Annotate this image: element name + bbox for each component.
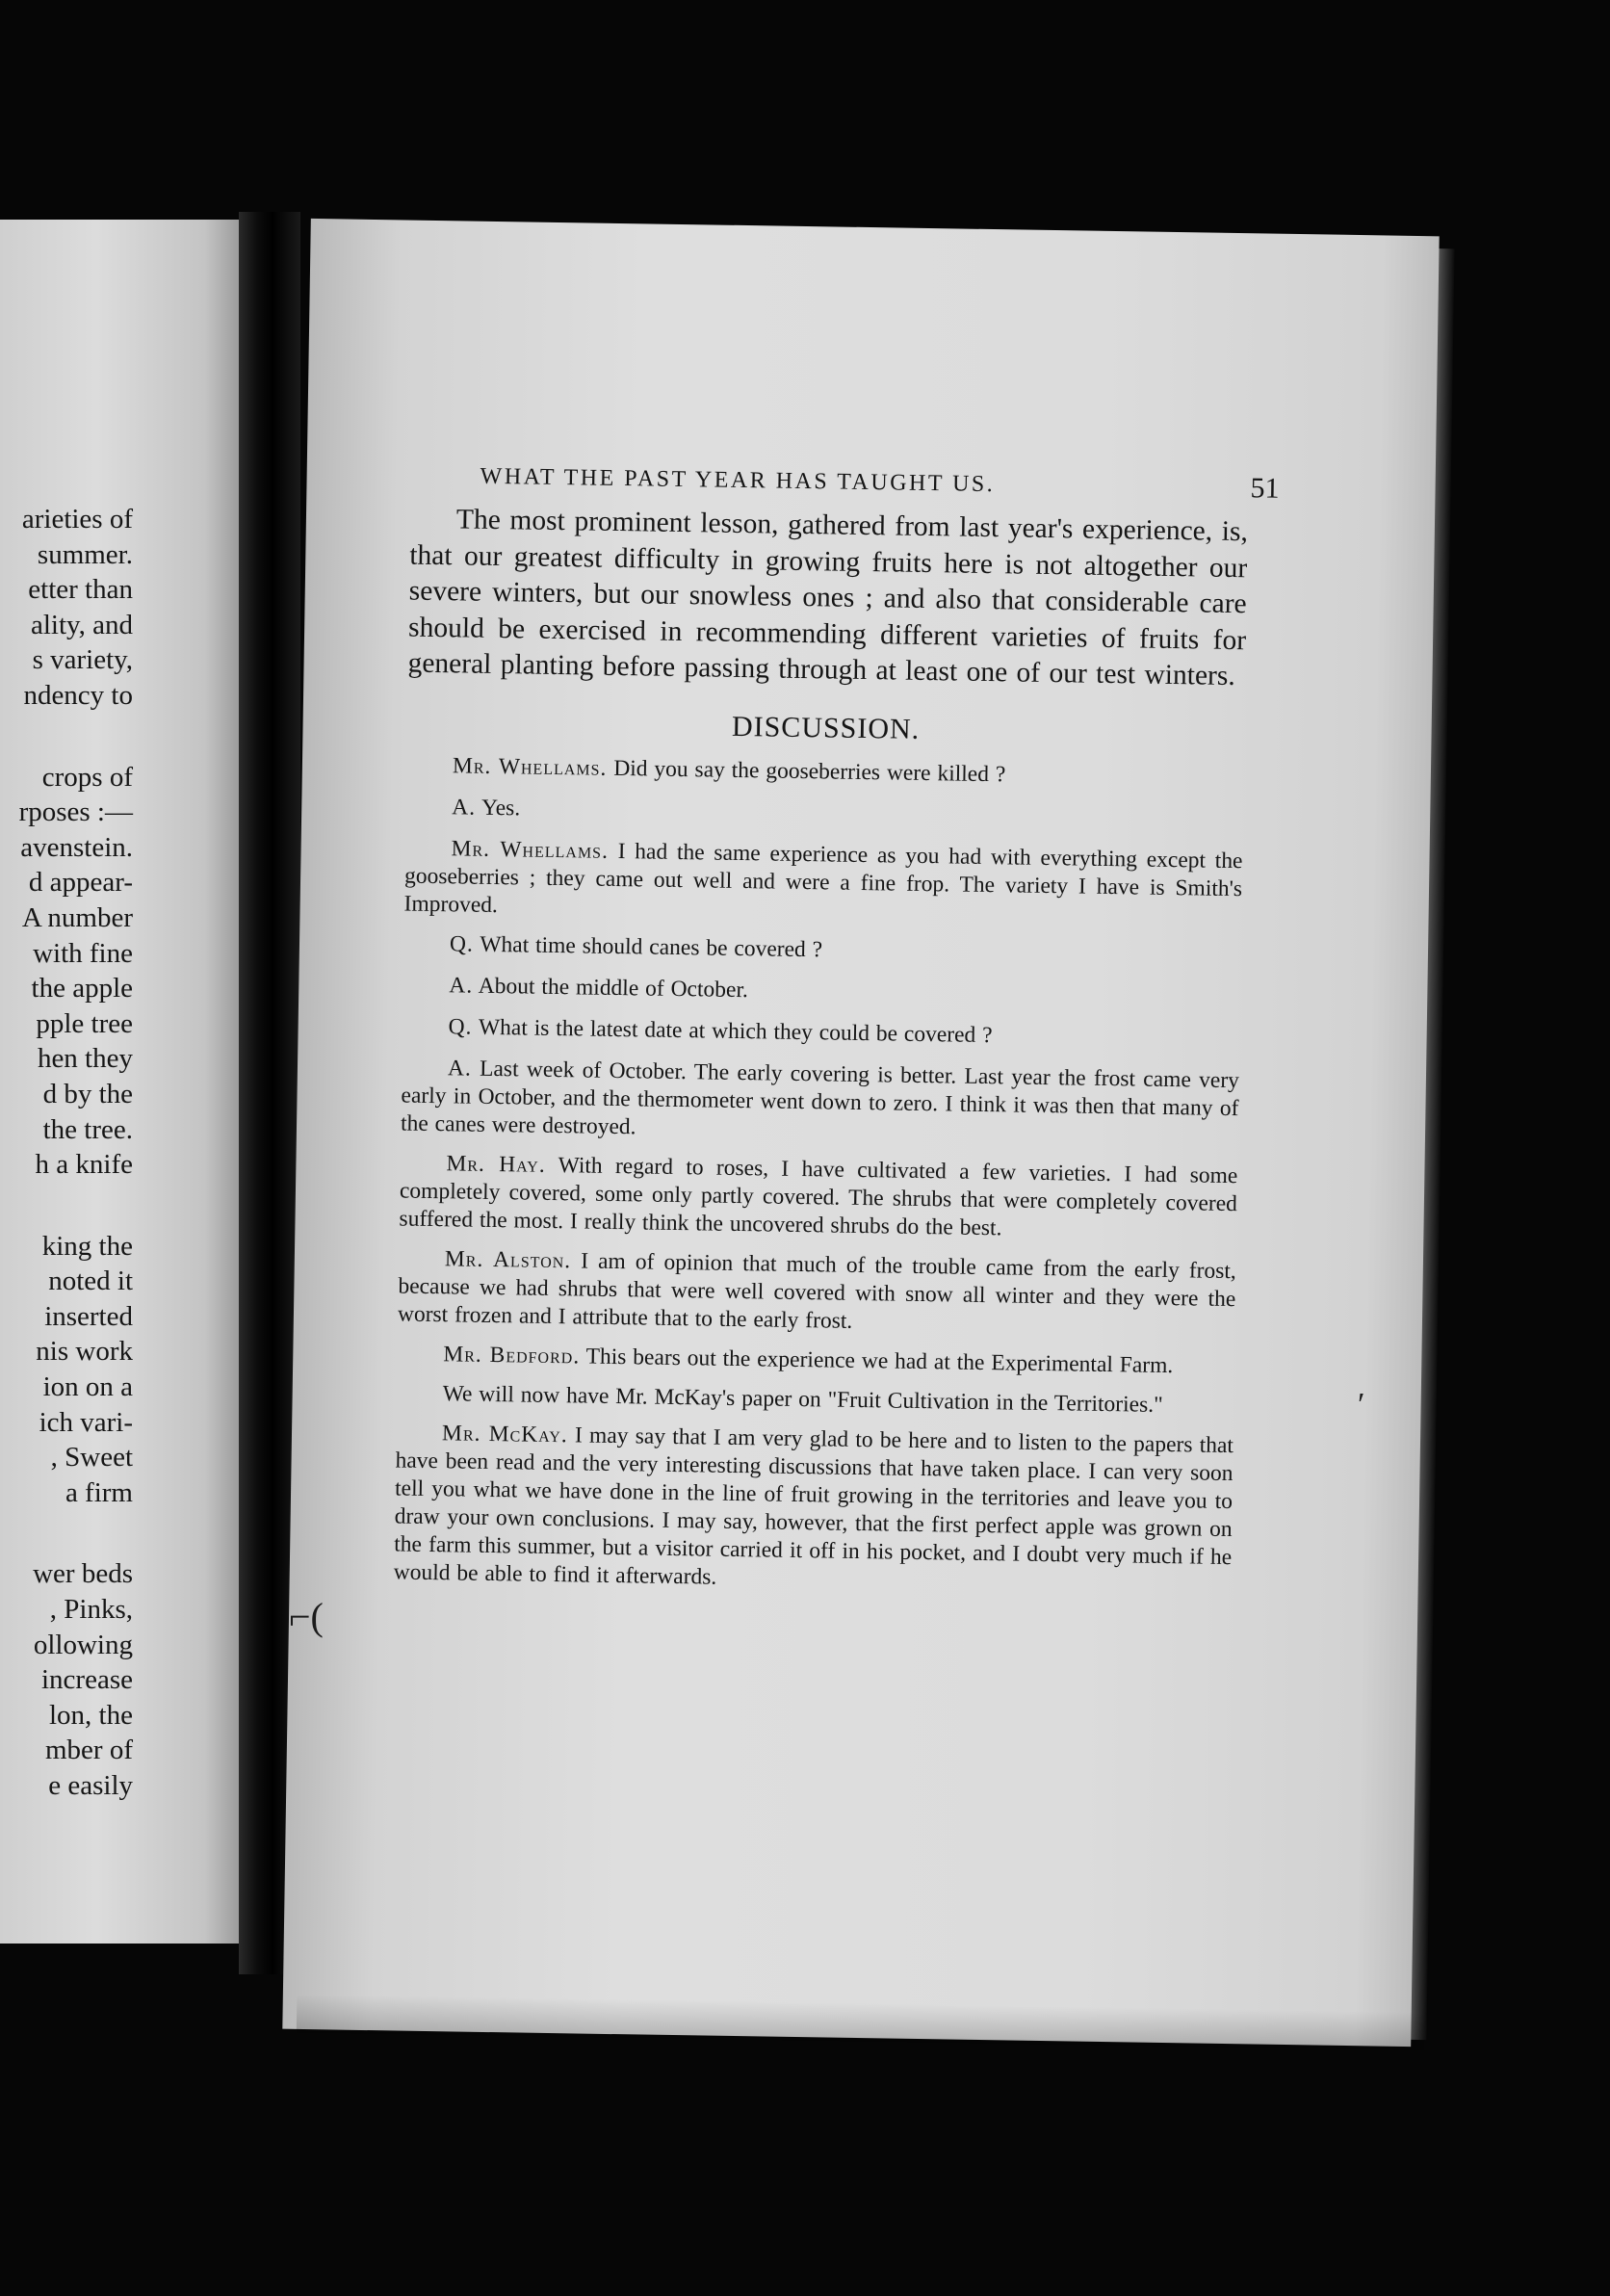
previous-page-fragment [0,220,241,1944]
page-content [393,463,1280,1611]
paragraph-text: Did you say the gooseberries were killed ? [613,755,1006,787]
speaker-name: Mr. Whellams. [451,835,610,864]
discussion-paragraph [399,1149,1237,1246]
discussion-paragraph [397,1340,1234,1381]
left-line: wer beds [33,1558,133,1590]
left-line: h a knife [35,1149,133,1181]
left-line: ality, and [30,609,133,640]
paragraph-text: Last week of October. The early covering is better. Last year the frost came very early in October, and the thermometer went down to zero. I think it was then that many of the canes were destroyed. [400,1056,1240,1139]
left-line: pple tree [36,1007,133,1039]
speaker-name: Mr. Bedford. [443,1341,581,1369]
left-line: the tree. [42,1113,133,1145]
left-line: inserted [44,1300,133,1332]
paragraph-text: I had the same experience as you had with everything except the gooseberries ; they came out well and were a fine frop. The variety I have is Smith's Improved. [403,838,1243,918]
discussion-paragraph [405,793,1243,834]
speaker-name: Mr. Alston. [444,1245,572,1273]
discussion-paragraph [402,971,1240,1012]
previous-page-text [0,502,133,1804]
discussion-paragraph [403,929,1241,971]
discussion-paragraph [396,1379,1233,1421]
left-line: noted it [48,1265,133,1297]
left-line: avenstein. [20,831,133,863]
discussion-paragraph [403,834,1242,931]
left-line: , Pinks, [49,1594,133,1626]
section-heading: DISCUSSION. [731,710,921,745]
page-number: 51 [1250,472,1280,505]
intro-paragraph: The most prominent lesson, gathered from last year's experience, is, that our greatest difficulty in growing fruits here is not altogether our severe winters, but our snowless ones ; and also that considerable care should be exercised in recommending different varieties of fruits for general planting before passing through at least one of our test winters. [407,504,1249,692]
speaker-name: Q. [448,1013,473,1040]
paragraph-text: We will now have Mr. McKay's paper on "Fruit Cultivation in the Territories." [442,1380,1163,1418]
discussion-paragraph [398,1244,1236,1342]
left-line: king the [41,1230,133,1262]
left-line: , Sweet [50,1442,133,1474]
left-line: ndency to [23,679,133,711]
discussion-paragraph [401,1054,1239,1151]
paragraph-text: With regard to roses, I have cultivated a few varieties. I had some completely covered, some only partly covered. The shrubs that were completely covered suffered the most. I really think the uncovered shrubs do the best. [399,1152,1238,1240]
paragraph-text: This bears out the experience we had at the Experimental Farm. [585,1344,1174,1378]
paragraph-text: About the middle of October. [478,973,749,1003]
left-line: increase [41,1664,133,1696]
pencil-mark-icon: ⌐( [289,1595,324,1638]
left-line: hen they [37,1043,133,1075]
left-line: crops of [41,761,133,793]
speaker-name: Mr. Hay. [446,1150,546,1178]
left-line: the apple [31,973,133,1004]
left-line: summer. [37,538,133,570]
book-page [282,219,1439,2047]
left-line: s variety, [32,644,133,676]
left-line: nis work [36,1336,133,1368]
pencil-mark-icon: ′ [1358,1387,1365,1422]
left-line: mber of [45,1735,133,1766]
speaker-name: Mr. McKay. [441,1420,568,1448]
speaker-name: A. [447,1055,473,1082]
paragraph-text: I may say that I am very glad to be here and to listen to the papers that have been read and the very interesting discussions that have taken place. I can very soon tell you what we have done in the line of fruit growing in the territories and leave you to draw your own conclusions. I may say, however, that the first perfect apple was grown on the farm this summer, but a visitor carried it off in his pocket, and I doubt very much if he would be able to find it afterwards. [393,1422,1234,1590]
left-line: with fine [33,937,133,969]
left-line: ion on a [42,1371,133,1403]
left-line: A number [21,901,133,933]
speaker-name: A. [452,794,477,821]
speaker-name: Mr. Whellams. [452,752,608,781]
running-title: WHAT THE PAST YEAR HAS TAUGHT US. [480,463,996,498]
left-line: rposes :— [18,796,133,828]
left-line: ich vari- [39,1406,133,1438]
paragraph-text: What is the latest date at which they could be covered ? [478,1014,993,1048]
left-line: a firm [65,1476,133,1508]
speaker-name: Q. [449,930,475,957]
left-line: e easily [48,1770,133,1801]
left-line: etter than [28,574,133,606]
discussion-paragraph [394,1419,1234,1600]
left-line: ollowing [33,1629,133,1660]
left-line: lon, the [49,1699,133,1731]
paragraph-text: What time should canes be covered ? [480,931,823,962]
paragraph-text: Yes. [480,795,521,821]
speaker-name: A. [449,972,474,999]
discussion-paragraph [402,1012,1239,1054]
discussion-paragraph [406,751,1244,793]
paragraph-text: I am of opinion that much of the trouble came from the early frost, because we had shrubs that were well covered with snow all winter and they were the worst frozen and I attribute that to the early frost. [397,1247,1237,1334]
left-line: d by the [42,1078,133,1109]
left-line: d appear- [28,867,133,899]
left-line: arieties of [21,504,133,535]
